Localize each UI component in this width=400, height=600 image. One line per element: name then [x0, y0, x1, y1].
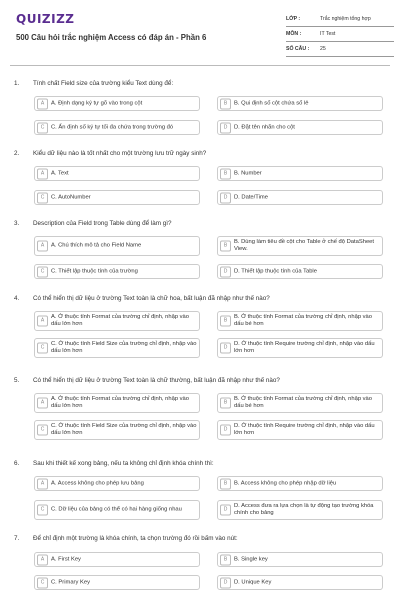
meta-label: LỚP : [286, 16, 301, 22]
meta-label: MÔN : [286, 31, 302, 37]
option-text: A. Chú thích mô tả cho Field Name [51, 242, 142, 249]
option-c[interactable] [34, 264, 200, 279]
question-number: 2. [14, 150, 20, 157]
option-letter: D [220, 425, 231, 436]
option-letter: B [220, 554, 231, 565]
option-letter: B [220, 478, 231, 489]
option-text: A. First Key [51, 556, 81, 562]
option-c[interactable] [34, 338, 200, 358]
option-text: B. Number [234, 170, 262, 176]
option-c[interactable] [34, 420, 200, 440]
option-text: A. Text [51, 170, 69, 176]
option-letter: B [220, 168, 231, 179]
option-a[interactable] [34, 166, 200, 181]
meta-row-class [286, 12, 394, 27]
option-a[interactable] [34, 476, 200, 491]
option-text: D. Ở thuộc tính Require trường chỉ định, nhập vào dấu lớn hơn [234, 341, 375, 354]
option-c[interactable] [34, 575, 200, 590]
question-text: Sau khi thiết kế xong bảng, nếu ta không chỉ định khóa chính thì: [33, 460, 214, 467]
option-text: C. Dữ liệu của bảng có thể có hai hàng giống nhau [51, 506, 182, 513]
option-a[interactable] [34, 236, 200, 256]
option-c[interactable] [34, 500, 200, 520]
question-number: 3. [14, 220, 20, 227]
option-letter: C [37, 266, 48, 277]
quizizz-logo: QUIZIZZ [16, 12, 75, 26]
meta-row-count [286, 42, 394, 57]
header-divider [10, 65, 390, 66]
question-number: 1. [14, 80, 20, 87]
option-letter: C [37, 425, 48, 436]
question-text: Để chỉ định một trường là khóa chính, ta chọn trường đó rồi bấm vào nút: [33, 535, 238, 542]
meta-row-subject [286, 27, 394, 42]
option-b[interactable] [217, 393, 383, 413]
option-text: C. Ở thuộc tính Field Size của trường chỉ định, nhập vào dấu lớn hơn [51, 423, 197, 436]
option-letter: B [220, 316, 231, 327]
option-letter: B [220, 98, 231, 109]
meta-value: 25 [320, 46, 326, 52]
option-text: A. Access không cho phép lưu bảng [51, 480, 144, 486]
option-letter: A [37, 398, 48, 409]
meta-box [286, 12, 394, 57]
option-text: B. Single key [234, 556, 268, 562]
question-number: 6. [14, 460, 20, 467]
option-a[interactable] [34, 96, 200, 111]
question-number: 5. [14, 377, 20, 384]
option-letter: A [37, 478, 48, 489]
option-text: D. Đặt tên nhãn cho cột [234, 124, 295, 130]
option-a[interactable] [34, 393, 200, 413]
meta-label: SỐ CÂU : [286, 46, 310, 52]
option-text: A. Ở thuộc tính Format của trường chỉ định, nhập vào dấu lớn hơn [51, 396, 190, 409]
option-letter: C [37, 122, 48, 133]
option-d[interactable] [217, 190, 383, 205]
option-text: C. Thiết lập thuộc tính của trường [51, 268, 138, 274]
option-c[interactable] [34, 120, 200, 135]
option-text: D. Access đưa ra lựa chọn là tự động tạo trường khóa chính cho bảng [234, 503, 374, 516]
question-text: Có thể hiển thị dữ liệu ở trường Text toàn là chữ hoa, bất luận đã nhập như thế nào? [33, 295, 270, 302]
option-letter: C [37, 192, 48, 203]
question-number: 4. [14, 295, 20, 302]
option-letter: C [37, 343, 48, 354]
option-text: B. Access không cho phép nhập dữ liệu [234, 480, 337, 486]
option-a[interactable] [34, 311, 200, 331]
option-letter: A [37, 554, 48, 565]
option-text: D. Thiết lập thuộc tính của Table [234, 268, 317, 274]
option-text: B. Qui định số cột chứa số lẻ [234, 100, 309, 106]
page-title: 500 Câu hỏi trắc nghiệm Access có đáp án - Phần 6 [16, 33, 207, 42]
option-b[interactable] [217, 166, 383, 181]
option-text: C. Primary Key [51, 579, 90, 585]
option-b[interactable] [217, 311, 383, 331]
option-letter: D [220, 577, 231, 588]
option-text: D. Date/Time [234, 194, 268, 200]
option-b[interactable] [217, 236, 383, 256]
option-letter: D [220, 266, 231, 277]
option-letter: B [220, 241, 231, 252]
question-text: Tính chất Field size của trường kiểu Text dùng để: [33, 80, 174, 87]
option-letter: A [37, 241, 48, 252]
option-letter: C [37, 577, 48, 588]
question-text: Kiểu dữ liệu nào là tốt nhất cho một trường lưu trữ ngày sinh? [33, 150, 207, 157]
option-text: B. Ở thuộc tính Format của trường chỉ định, nhập vào dấu bé hơn [234, 396, 373, 409]
option-text: A. Định dạng ký tự gõ vào trong cột [51, 100, 143, 106]
option-b[interactable] [217, 96, 383, 111]
option-b[interactable] [217, 552, 383, 567]
option-letter: D [220, 505, 231, 516]
option-text: C. Ấn định số ký tự tối đa chứa trong trường đó [51, 124, 174, 130]
option-letter: D [220, 343, 231, 354]
option-text: D. Ở thuộc tính Require trường chỉ định, nhập vào dấu lớn hơn [234, 423, 375, 436]
option-a[interactable] [34, 552, 200, 567]
option-d[interactable] [217, 575, 383, 590]
option-d[interactable] [217, 500, 383, 520]
option-text: B. Dùng làm tiêu đề cột cho Table ở chế độ DataSheet View. [234, 239, 375, 252]
option-letter: A [37, 316, 48, 327]
option-text: C. Ở thuộc tính Field Size của trường chỉ định, nhập vào dấu lớn hơn [51, 341, 197, 354]
question-text: Có thể hiển thị dữ liệu ở trường Text toàn là chữ thường, bất luận đã nhập như thế nào? [33, 377, 280, 384]
option-c[interactable] [34, 190, 200, 205]
option-text: B. Ở thuộc tính Format của trường chỉ định, nhập vào dấu bé hơn [234, 314, 373, 327]
option-b[interactable] [217, 476, 383, 491]
option-letter: C [37, 505, 48, 516]
option-d[interactable] [217, 338, 383, 358]
option-text: C. AutoNumber [51, 194, 91, 200]
option-d[interactable] [217, 120, 383, 135]
option-text: D. Unique Key [234, 579, 272, 585]
option-d[interactable] [217, 264, 383, 279]
option-d[interactable] [217, 420, 383, 440]
option-letter: A [37, 98, 48, 109]
option-text: A. Ở thuộc tính Format của trường chỉ định, nhập vào dấu lớn hơn [51, 314, 190, 327]
option-letter: B [220, 398, 231, 409]
meta-value: Trắc nghiệm tổng hợp [320, 16, 371, 22]
meta-value: IT Test [320, 31, 336, 37]
question-text: Description của Field trong Table dùng để làm gì? [33, 220, 172, 227]
option-letter: D [220, 192, 231, 203]
question-number: 7. [14, 535, 20, 542]
option-letter: A [37, 168, 48, 179]
option-letter: D [220, 122, 231, 133]
